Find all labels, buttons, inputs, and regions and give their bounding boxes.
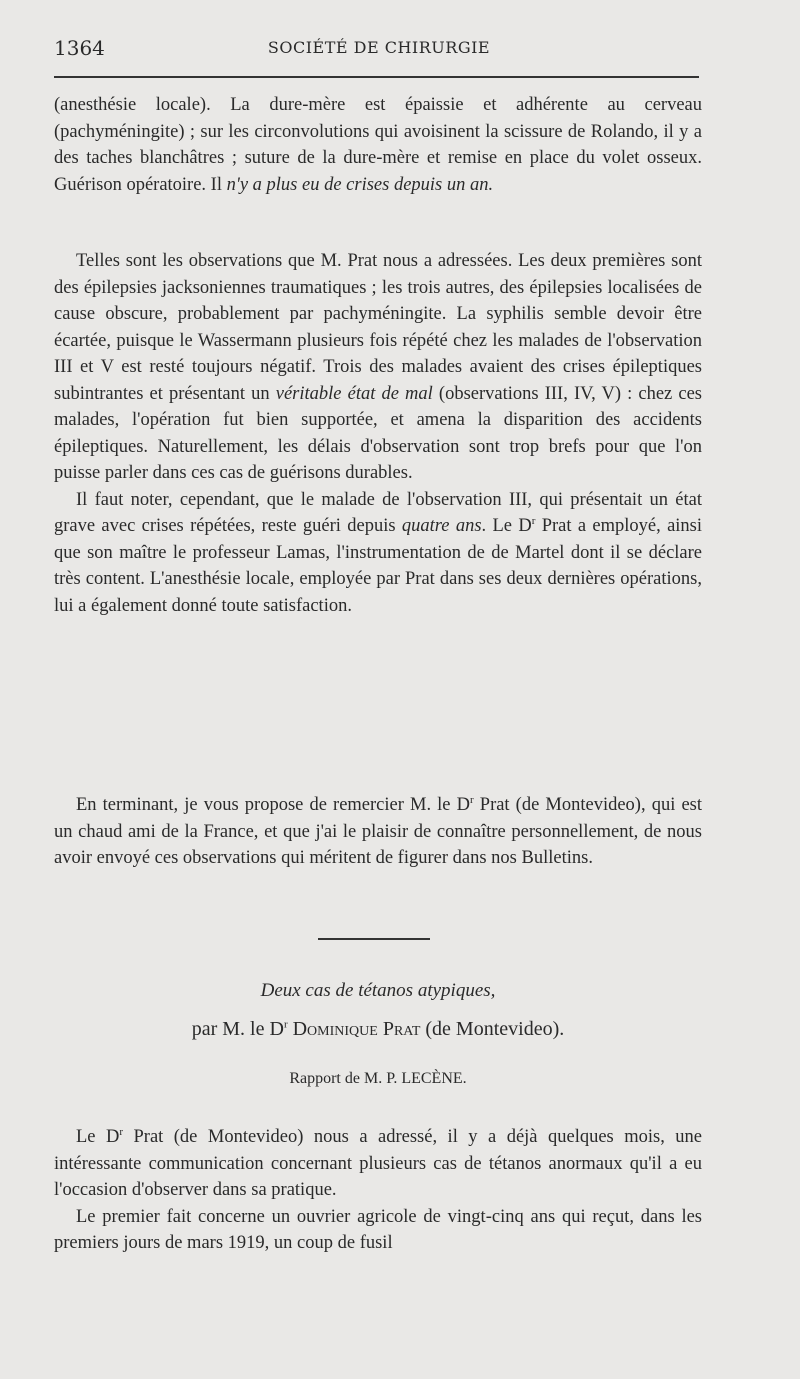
conclusion-section (54, 792, 702, 872)
emphasis-text: véritable état de mal (275, 383, 433, 404)
emphasis-text: n'y a plus eu de crises depuis un an. (226, 174, 494, 195)
paragraph (54, 1124, 702, 1204)
author-name: Dominique Prat (287, 1018, 421, 1040)
page-header (54, 36, 704, 60)
paragraph-text: Prat (de Montevideo) nous a adressé, il y a déjà quelques mois, une intéressante communication concernant plusieurs cas de tétanos anormaux qu'il a eu l'occasion d'observer dans sa pratique. (54, 1127, 703, 1200)
paragraph (54, 792, 702, 872)
paragraph-text: Il faut noter, cependant, que le malade de l'observation III, qui présentait un état grave avec crises répétées, reste guéri depuis (54, 489, 702, 536)
superscript: r (283, 1018, 288, 1031)
article-byline (54, 1018, 702, 1041)
article-body (54, 1124, 702, 1257)
paragraph-text: Le D (76, 1127, 120, 1147)
byline-text: par M. le D (191, 1018, 284, 1040)
paragraph: Le premier fait concerne un ouvrier agricole de vingt-cinq ans qui reçut, dans les premiers jours de mars 1919, un coup de fusil (54, 1206, 702, 1253)
report-credit: Rapport de M. P. LECÈNE. (289, 1070, 467, 1087)
superscript: r (470, 793, 474, 806)
paragraph-text: Prat (de Montevideo), qui est un chaud ami de la France, et que j'ai le plaisir de connaître personnellement, de nous avoir envoyé ces observations qui méritent de figurer dans nos Bulletins. (54, 795, 702, 868)
superscript: r (531, 514, 536, 527)
continued-observation (54, 92, 702, 198)
article-title: Deux cas de tétanos atypiques, (260, 980, 496, 1001)
byline-text: (de Montevideo). (420, 1018, 565, 1040)
section-divider (318, 938, 430, 940)
paragraph-text: (observations III, IV, V) : chez ces malades, l'opération fut bien supportée, et amena la disparition des accidents épileptiques. Naturellement, les délais d'observation sont trop brefs pour que l'on puisse parler dans ces cas de guérisons durables. (54, 383, 702, 483)
paragraph-text: . Le D (481, 516, 532, 536)
running-head: SOCIÉTÉ DE CHIRURGIE (267, 38, 491, 57)
paragraph (54, 92, 702, 198)
paragraph-text: (anesthésie locale). La dure-mère est épaissie et adhérente au cerveau (pachyméningite) ; sur les circonvolutions qui avoisinent la scissure de Rolando, il y a des taches blanchâtres ; suture de la dure-mère et remise en place du volet osseux. Guérison opératoire. Il (54, 95, 702, 195)
page-number: 1364 (54, 36, 105, 60)
paragraph-text: Telles sont les observations que M. Prat nous a adressées. Les deux premières sont des épilepsies jacksoniennes traumatiques ; les trois autres, des épilepsies localisées de cause obscure, probablement par pachyméningite. La syphilis semble devoir être écartée, puisque le Wassermann plusieurs fois répété chez les malades de l'observation III et V est resté toujours négatif. Trois des malades avaient des crises épileptiques subintrantes et présentant un (54, 251, 702, 404)
emphasis-text: quatre ans (401, 516, 482, 536)
paragraph-text: En terminant, je vous propose de remercier M. le D (76, 795, 470, 815)
header-rule (54, 76, 699, 78)
discussion-section (54, 248, 702, 619)
paragraph (54, 487, 702, 620)
paragraph (54, 248, 702, 487)
superscript: r (119, 1125, 124, 1138)
paragraph-text: Prat a employé, ainsi que son maître le professeur Lamas, l'instrumentation de de Martel dont il se déclare très content. L'anesthésie locale, employée par Prat dans ses deux dernières opérations, lui a également donné toute satisfaction. (54, 516, 703, 616)
